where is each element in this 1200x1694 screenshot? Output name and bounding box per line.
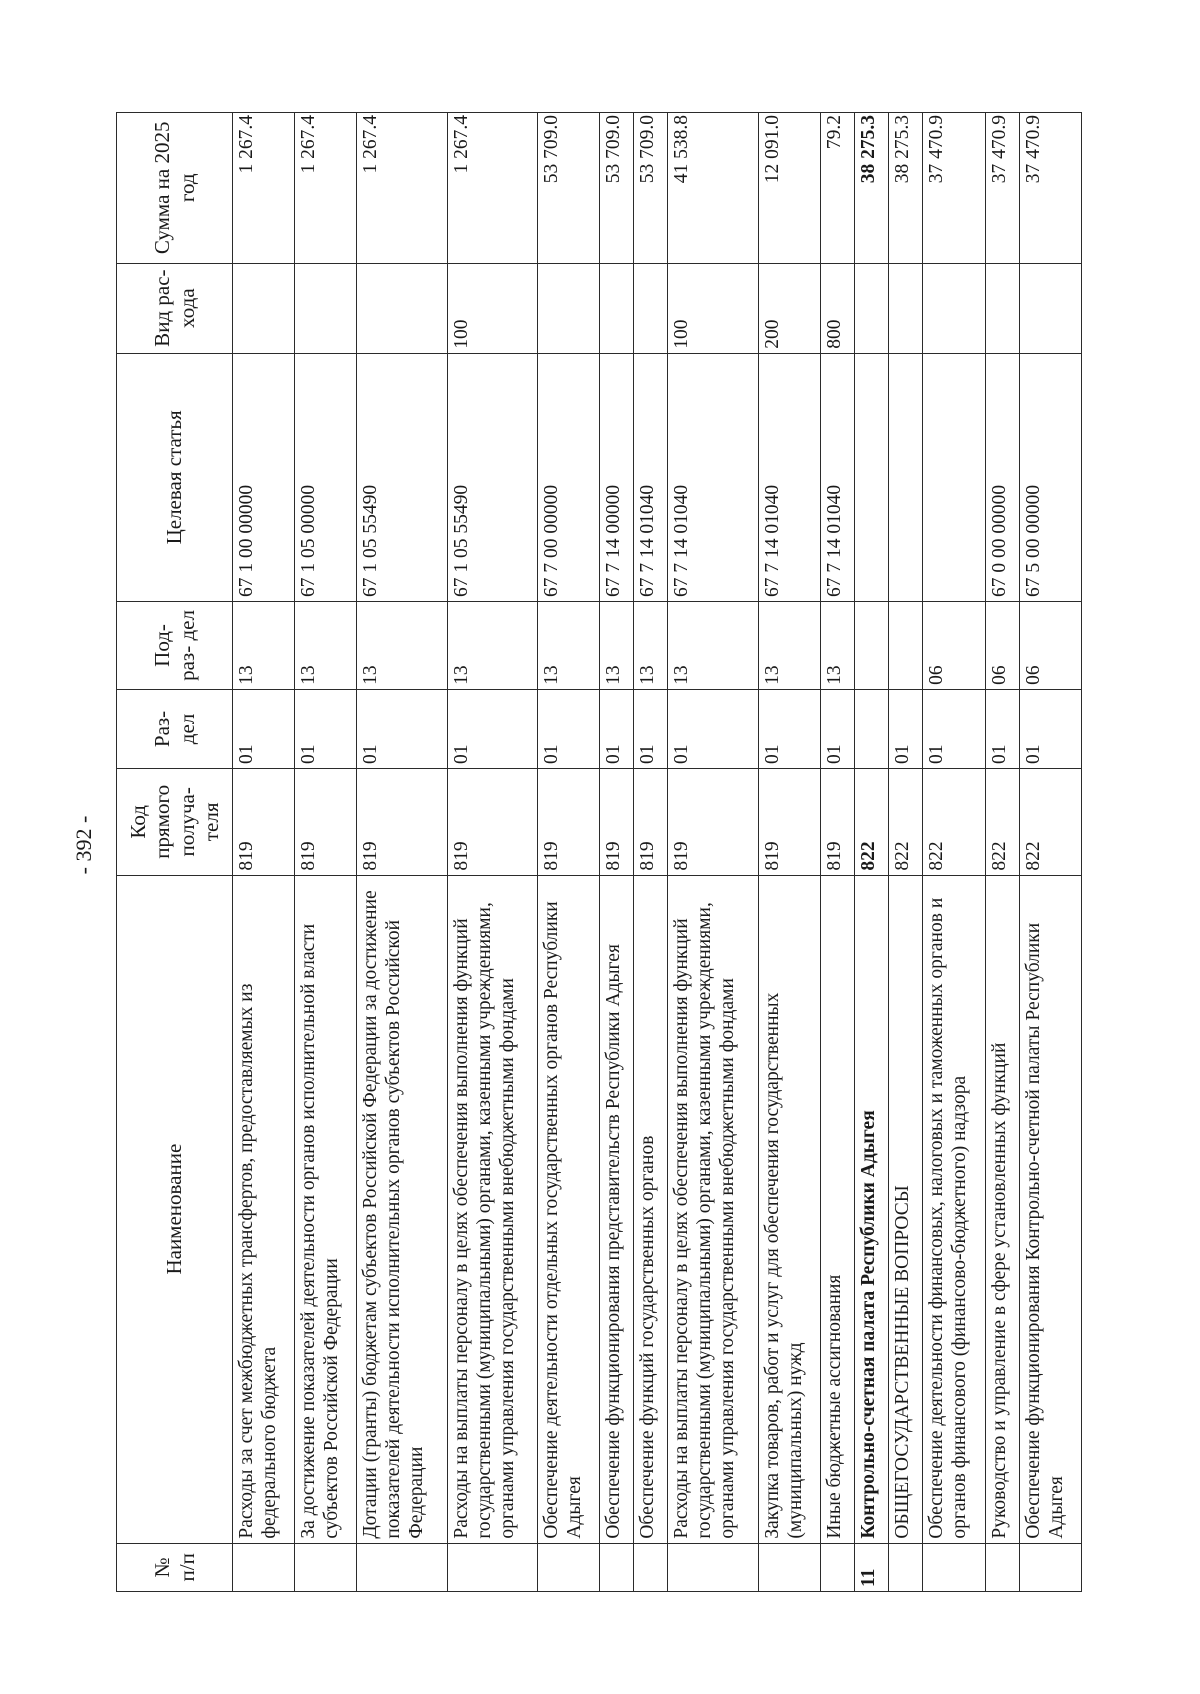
row-sum-2025: 38 275.3 [855, 113, 889, 264]
row-target-article: 67 1 00 00000 [233, 353, 295, 601]
row-number [668, 1543, 758, 1591]
row-target-article: 67 1 05 55490 [357, 353, 447, 601]
row-section: 01 [600, 689, 634, 768]
row-name: Закупка товаров, работ и услуг для обеспечения государственных (муниципальных) нужд [758, 875, 820, 1543]
row-target-article [923, 353, 985, 601]
row-recipient-code: 819 [537, 769, 599, 876]
row-name: ОБЩЕГОСУДАРСТВЕННЫЕ ВОПРОСЫ [889, 875, 923, 1543]
row-recipient-code: 822 [1019, 769, 1081, 876]
table-row [447, 113, 537, 1592]
row-sum-2025: 1 267.4 [357, 113, 447, 264]
row-section: 01 [985, 689, 1019, 768]
row-name: Обеспечение функций государственных органов [634, 875, 668, 1543]
row-recipient-code: 819 [233, 769, 295, 876]
row-subsection [855, 602, 889, 690]
row-recipient-code: 822 [889, 769, 923, 876]
row-target-article: 67 7 14 01040 [820, 353, 854, 601]
row-section: 01 [295, 689, 357, 768]
header-section: Раз- дел [117, 689, 233, 768]
table-row [923, 113, 985, 1592]
header-type: Вид рас- хода [117, 263, 233, 353]
row-sum-2025: 37 470.9 [985, 113, 1019, 264]
row-expense-type [889, 263, 923, 353]
row-target-article: 67 1 05 00000 [295, 353, 357, 601]
table-row [1019, 113, 1081, 1592]
row-subsection: 13 [295, 602, 357, 690]
row-target-article: 67 0 00 00000 [985, 353, 1019, 601]
row-section: 01 [668, 689, 758, 768]
row-sum-2025: 12 091.0 [758, 113, 820, 264]
row-target-article: 67 1 05 55490 [447, 353, 537, 601]
budget-table [116, 112, 1082, 1592]
table-row [295, 113, 357, 1592]
row-sum-2025: 79.2 [820, 113, 854, 264]
row-sum-2025: 53 709.0 [537, 113, 599, 264]
row-name: Расходы за счет межбюджетных трансфертов, предоставляемых из федерального бюджета [233, 875, 295, 1543]
row-sum-2025: 38 275.3 [889, 113, 923, 264]
row-subsection: 06 [985, 602, 1019, 690]
row-subsection: 06 [1019, 602, 1081, 690]
header-num: № п/п [117, 1543, 233, 1591]
table-header-row [117, 113, 233, 1592]
row-expense-type [537, 263, 599, 353]
table-row [668, 113, 758, 1592]
row-expense-type [923, 263, 985, 353]
table-row [758, 113, 820, 1592]
row-recipient-code: 819 [357, 769, 447, 876]
row-number [889, 1543, 923, 1591]
row-recipient-code: 819 [600, 769, 634, 876]
table-row [357, 113, 447, 1592]
row-target-article: 67 7 00 00000 [537, 353, 599, 601]
row-section: 01 [923, 689, 985, 768]
row-section: 01 [1019, 689, 1081, 768]
table-row [985, 113, 1019, 1592]
row-name: Обеспечение деятельности отдельных государственных органов Республики Адыгея [537, 875, 599, 1543]
row-expense-type [985, 263, 1019, 353]
row-target-article: 67 7 14 00000 [600, 353, 634, 601]
table-row [600, 113, 634, 1592]
row-expense-type: 100 [668, 263, 758, 353]
row-section: 01 [889, 689, 923, 768]
row-number [923, 1543, 985, 1591]
row-number [985, 1543, 1019, 1591]
row-recipient-code: 819 [295, 769, 357, 876]
row-name: Дотации (гранты) бюджетам субъектов Российской Федерации за достижение показателей деятельности исполнительных органов субъектов Российской Федерации [357, 875, 447, 1543]
row-number [537, 1543, 599, 1591]
row-sum-2025: 53 709.0 [600, 113, 634, 264]
row-subsection: 06 [923, 602, 985, 690]
header-subsection: Под- раз- дел [117, 602, 233, 690]
row-section: 01 [233, 689, 295, 768]
row-recipient-code: 822 [923, 769, 985, 876]
row-number [447, 1543, 537, 1591]
table-row [233, 113, 295, 1592]
row-section: 01 [537, 689, 599, 768]
row-number [357, 1543, 447, 1591]
row-number [1019, 1543, 1081, 1591]
table-row [820, 113, 854, 1592]
header-target: Целевая статья [117, 353, 233, 601]
row-expense-type [600, 263, 634, 353]
row-subsection [889, 602, 923, 690]
row-expense-type [357, 263, 447, 353]
row-subsection: 13 [600, 602, 634, 690]
row-target-article: 67 7 14 01040 [668, 353, 758, 601]
table-row [889, 113, 923, 1592]
table-row [855, 113, 889, 1592]
row-subsection: 13 [447, 602, 537, 690]
row-number [600, 1543, 634, 1591]
row-sum-2025: 37 470.9 [1019, 113, 1081, 264]
row-subsection: 13 [634, 602, 668, 690]
row-expense-type [1019, 263, 1081, 353]
row-name: Контрольно-счетная палата Республики Адыгея [855, 875, 889, 1543]
row-number: 11 [855, 1543, 889, 1591]
row-recipient-code: 819 [634, 769, 668, 876]
row-expense-type [855, 263, 889, 353]
row-section: 01 [634, 689, 668, 768]
row-subsection: 13 [758, 602, 820, 690]
header-sum: Сумма на 2025 год [117, 113, 233, 264]
row-section: 01 [357, 689, 447, 768]
row-sum-2025: 53 709.0 [634, 113, 668, 264]
row-recipient-code: 822 [855, 769, 889, 876]
row-target-article: 67 7 14 01040 [634, 353, 668, 601]
row-recipient-code: 819 [758, 769, 820, 876]
row-number [233, 1543, 295, 1591]
row-expense-type [634, 263, 668, 353]
row-subsection: 13 [357, 602, 447, 690]
row-expense-type: 200 [758, 263, 820, 353]
row-subsection: 13 [233, 602, 295, 690]
row-section: 01 [447, 689, 537, 768]
row-name: Иные бюджетные ассигнования [820, 875, 854, 1543]
row-recipient-code: 822 [985, 769, 1019, 876]
row-section [855, 689, 889, 768]
header-code: Код прямого получа- теля [117, 769, 233, 876]
row-sum-2025: 1 267.4 [233, 113, 295, 264]
row-name: Руководство и управление в сфере установленных функций [985, 875, 1019, 1543]
budget-table-page [116, 112, 1082, 1592]
row-name: Обеспечение деятельности финансовых, налоговых и таможенных органов и органов финансового (финансово-бюджетного) надзора [923, 875, 985, 1543]
row-name: За достижение показателей деятельности органов исполнительной власти субъектов Российской Федерации [295, 875, 357, 1543]
row-expense-type: 800 [820, 263, 854, 353]
row-target-article: 67 7 14 01040 [758, 353, 820, 601]
row-sum-2025: 1 267.4 [295, 113, 357, 264]
row-recipient-code: 819 [447, 769, 537, 876]
row-number [758, 1543, 820, 1591]
row-expense-type [233, 263, 295, 353]
row-subsection: 13 [820, 602, 854, 690]
header-name: Наименование [117, 875, 233, 1543]
row-target-article [855, 353, 889, 601]
row-subsection: 13 [537, 602, 599, 690]
table-row [537, 113, 599, 1592]
row-expense-type: 100 [447, 263, 537, 353]
row-recipient-code: 819 [820, 769, 854, 876]
row-section: 01 [758, 689, 820, 768]
row-number [820, 1543, 854, 1591]
row-number [295, 1543, 357, 1591]
row-target-article: 67 5 00 00000 [1019, 353, 1081, 601]
row-sum-2025: 41 538.8 [668, 113, 758, 264]
row-recipient-code: 819 [668, 769, 758, 876]
row-expense-type [295, 263, 357, 353]
row-name: Расходы на выплаты персоналу в целях обеспечения выполнения функций государственными (муниципальными) органами, казенными учреждениями, органами управления государственными внебюджетными фондами [447, 875, 537, 1543]
row-number [634, 1543, 668, 1591]
row-name: Обеспечение функционирования представительств Республики Адыгея [600, 875, 634, 1543]
row-subsection: 13 [668, 602, 758, 690]
row-name: Расходы на выплаты персоналу в целях обеспечения выполнения функций государственными (муниципальными) органами, казенными учреждениями, органами управления государственными внебюджетными фондами [668, 875, 758, 1543]
row-target-article [889, 353, 923, 601]
row-sum-2025: 37 470.9 [923, 113, 985, 264]
table-row [634, 113, 668, 1592]
page-number: - 392 - [71, 815, 96, 875]
row-name: Обеспечение функционирования Контрольно-счетной палаты Республики Адыгея [1019, 875, 1081, 1543]
row-sum-2025: 1 267.4 [447, 113, 537, 264]
row-section: 01 [820, 689, 854, 768]
